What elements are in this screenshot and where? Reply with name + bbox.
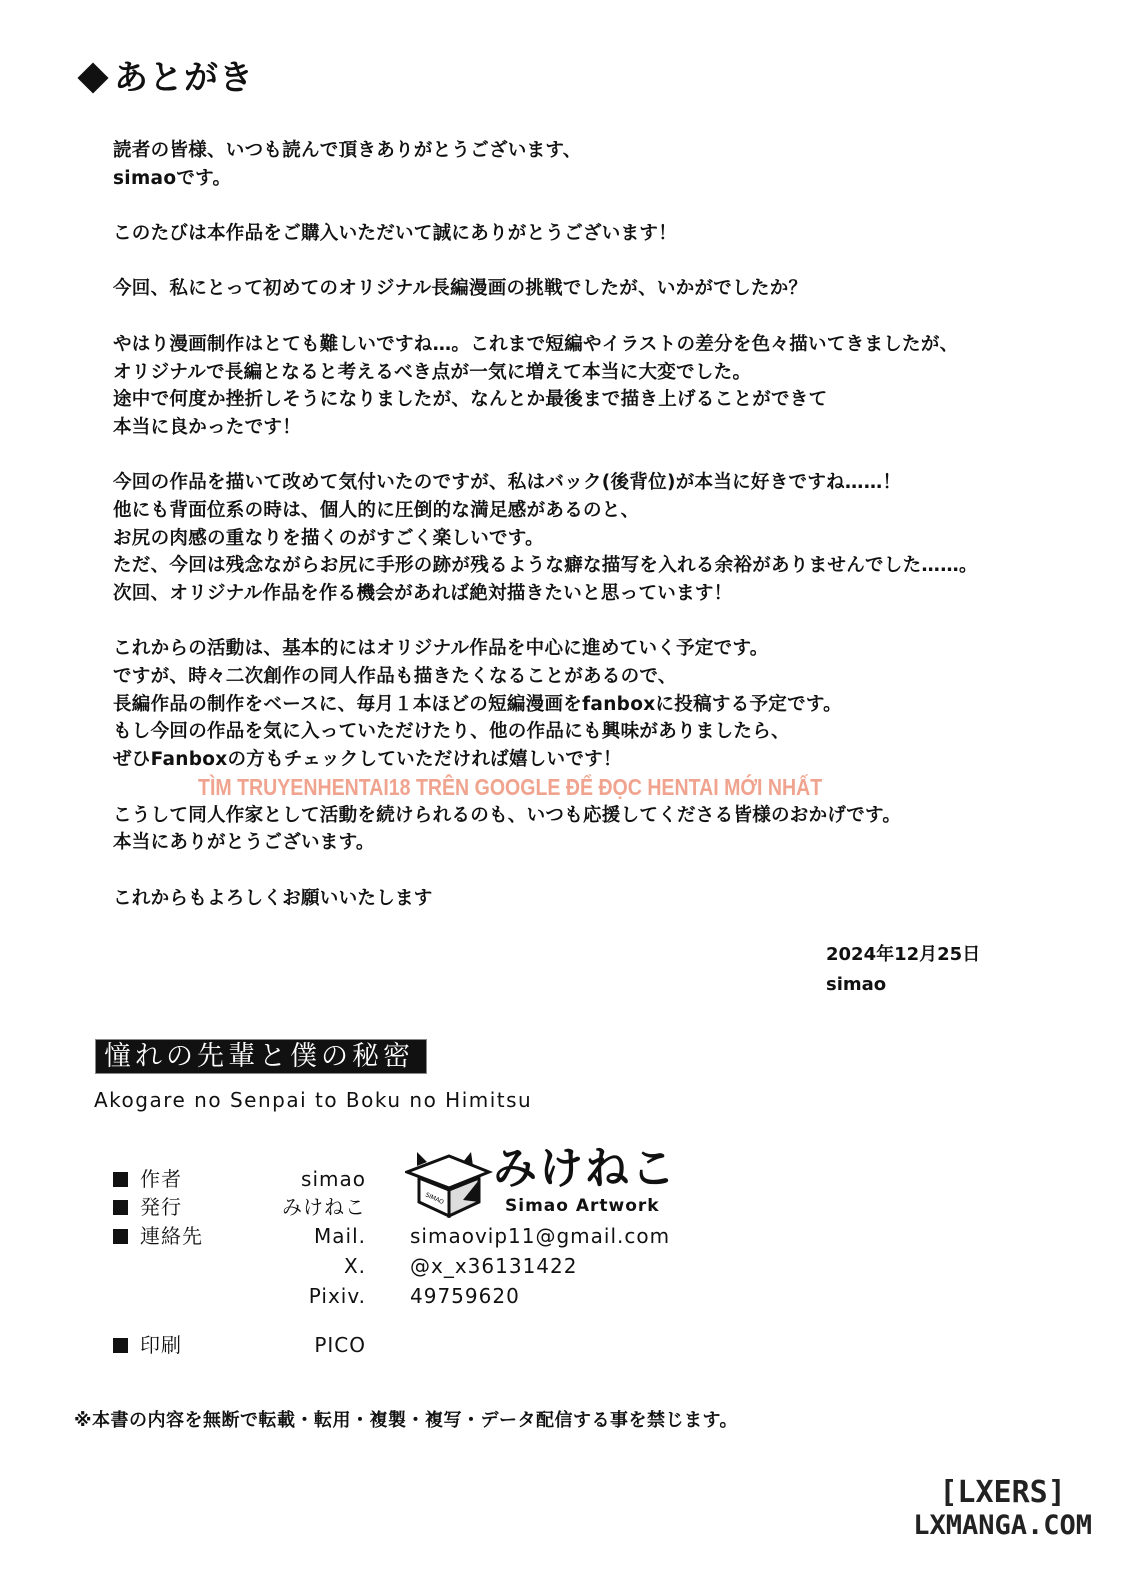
print-label: [113, 1333, 182, 1357]
author-label: [113, 1167, 182, 1191]
body-line: これからの活動は、基本的にはオリジナル作品を中心に進めていく予定です。: [113, 638, 769, 660]
logo-text-jp: みけねこ: [493, 1143, 677, 1194]
copyright-notice: ※本書の内容を無断で転載・転用・複製・複写・データ配信する事を禁じます。: [74, 1410, 739, 1431]
body-line: やはり漫画制作はとても難しいですね…。これまで短編やイラストの差分を色々描いてきましたが、: [113, 333, 959, 355]
body-line: 次回、オリジナル作品を作る機会があれば絶対描きたいと思っています！: [113, 583, 733, 604]
x-label: X.: [343, 1254, 366, 1278]
signature-name: simao: [826, 974, 887, 995]
blank-line: [113, 192, 1073, 220]
body-line: 他にも背面位系の時は、個人的に圧倒的な満足感があるのと、: [113, 499, 640, 521]
diamond-icon: [77, 62, 108, 93]
mail-label: Mail.: [314, 1224, 366, 1248]
blank-line: [113, 248, 1073, 276]
square-bullet-icon: [113, 1200, 128, 1215]
body-line: 途中で何度か挫折しそうになりましたが、なんとか最後まで描き上げることができて: [113, 389, 828, 411]
logo-text-en: Simao Artwork: [505, 1196, 660, 1216]
body-line: 本当に良かったです！: [113, 416, 302, 438]
square-bullet-icon: [113, 1229, 128, 1244]
site-logo-top: [LXERS]: [939, 1475, 1066, 1510]
body-line: お尻の肉感の重なりを描くのがすごく楽しいです。: [113, 527, 544, 549]
label-text: 連絡先: [140, 1224, 203, 1248]
heading-text: あとがき: [114, 58, 254, 98]
body-line: 今回の作品を描いて改めて気付いたのですが、私はバック(後背位)が本当に好きですね……！: [113, 472, 902, 494]
label-text: 発行: [140, 1195, 182, 1219]
site-logo: [913, 1475, 1092, 1541]
book-title: 憧れの先輩と僕の秘密: [95, 1039, 427, 1074]
body-line: ぜひFanboxの方もチェックしていただければ嬉しいです！: [113, 749, 622, 771]
label-text: 作者: [140, 1167, 182, 1191]
mikeneko-logo: [405, 1143, 677, 1220]
blank-line: [113, 442, 1073, 470]
site-logo-bottom: LXMANGA.COM: [913, 1510, 1092, 1541]
publisher-value: みけねこ: [282, 1195, 366, 1219]
printer-value: PICO: [314, 1333, 366, 1357]
body-line: 長編作品の制作をベースに、毎月１本ほどの短編漫画をfanboxに投稿する予定です。: [113, 693, 842, 715]
cat-box-icon: [405, 1150, 493, 1218]
body-line: 今回、私にとって初めてのオリジナル長編漫画の挑戦でしたが、いかがでしたか？: [113, 278, 808, 300]
contact-label: [113, 1224, 203, 1248]
pixiv-label: Pixiv.: [308, 1284, 366, 1308]
body-line: 読者の皆様、いつも読んで頂きありがとうございます、: [113, 140, 582, 161]
x-value: @x_x36131422: [410, 1254, 578, 1278]
afterword-heading: [76, 58, 254, 98]
body-line: ただ、今回は残念ながらお尻に手形の跡が残るような癖な描写を入れる余裕がありませんでした……。: [113, 555, 978, 577]
blank-line: [113, 857, 1073, 885]
square-bullet-icon: [113, 1172, 128, 1187]
signature-date: 2024年12月25日: [826, 944, 981, 965]
blank-line: [113, 303, 1073, 331]
body-line: オリジナルで長編となると考えるべき点が一気に増えて本当に大変でした。: [113, 361, 752, 383]
body-line: 本当にありがとうございます。: [113, 832, 375, 854]
blank-line: [113, 608, 1073, 636]
author-value: simao: [301, 1167, 366, 1191]
watermark-text: TÌM TRUYENHENTAI18 TRÊN GOOGLE ĐỂ ĐỌC HENTAI MỚI NHẤT: [198, 773, 823, 800]
logo-box-text: SIMAO: [424, 1191, 445, 1207]
afterword-body: [113, 137, 1073, 912]
label-text: 印刷: [140, 1333, 182, 1357]
body-line: これからもよろしくお願いいたします: [113, 887, 433, 909]
publisher-label: [113, 1195, 182, 1219]
body-line: simaoです。: [113, 167, 232, 189]
mail-value: simaovip11@gmail.com: [410, 1224, 671, 1248]
body-line: こうして同人作家として活動を続けられるのも、いつも応援してくださる皆様のおかげです。: [113, 804, 902, 826]
body-line: ですが、時々二次創作の同人作品も描きたくなることがあるので、: [113, 666, 677, 688]
body-line: このたびは本作品をご購入いただいて誠にありがとうございます！: [113, 223, 678, 245]
square-bullet-icon: [113, 1338, 128, 1353]
pixiv-value: 49759620: [410, 1284, 520, 1308]
book-title-romaji: Akogare no Senpai to Boku no Himitsu: [94, 1088, 533, 1112]
body-line: もし今回の作品を気に入っていただけたり、他の作品にも興味がありましたら、: [113, 721, 790, 743]
